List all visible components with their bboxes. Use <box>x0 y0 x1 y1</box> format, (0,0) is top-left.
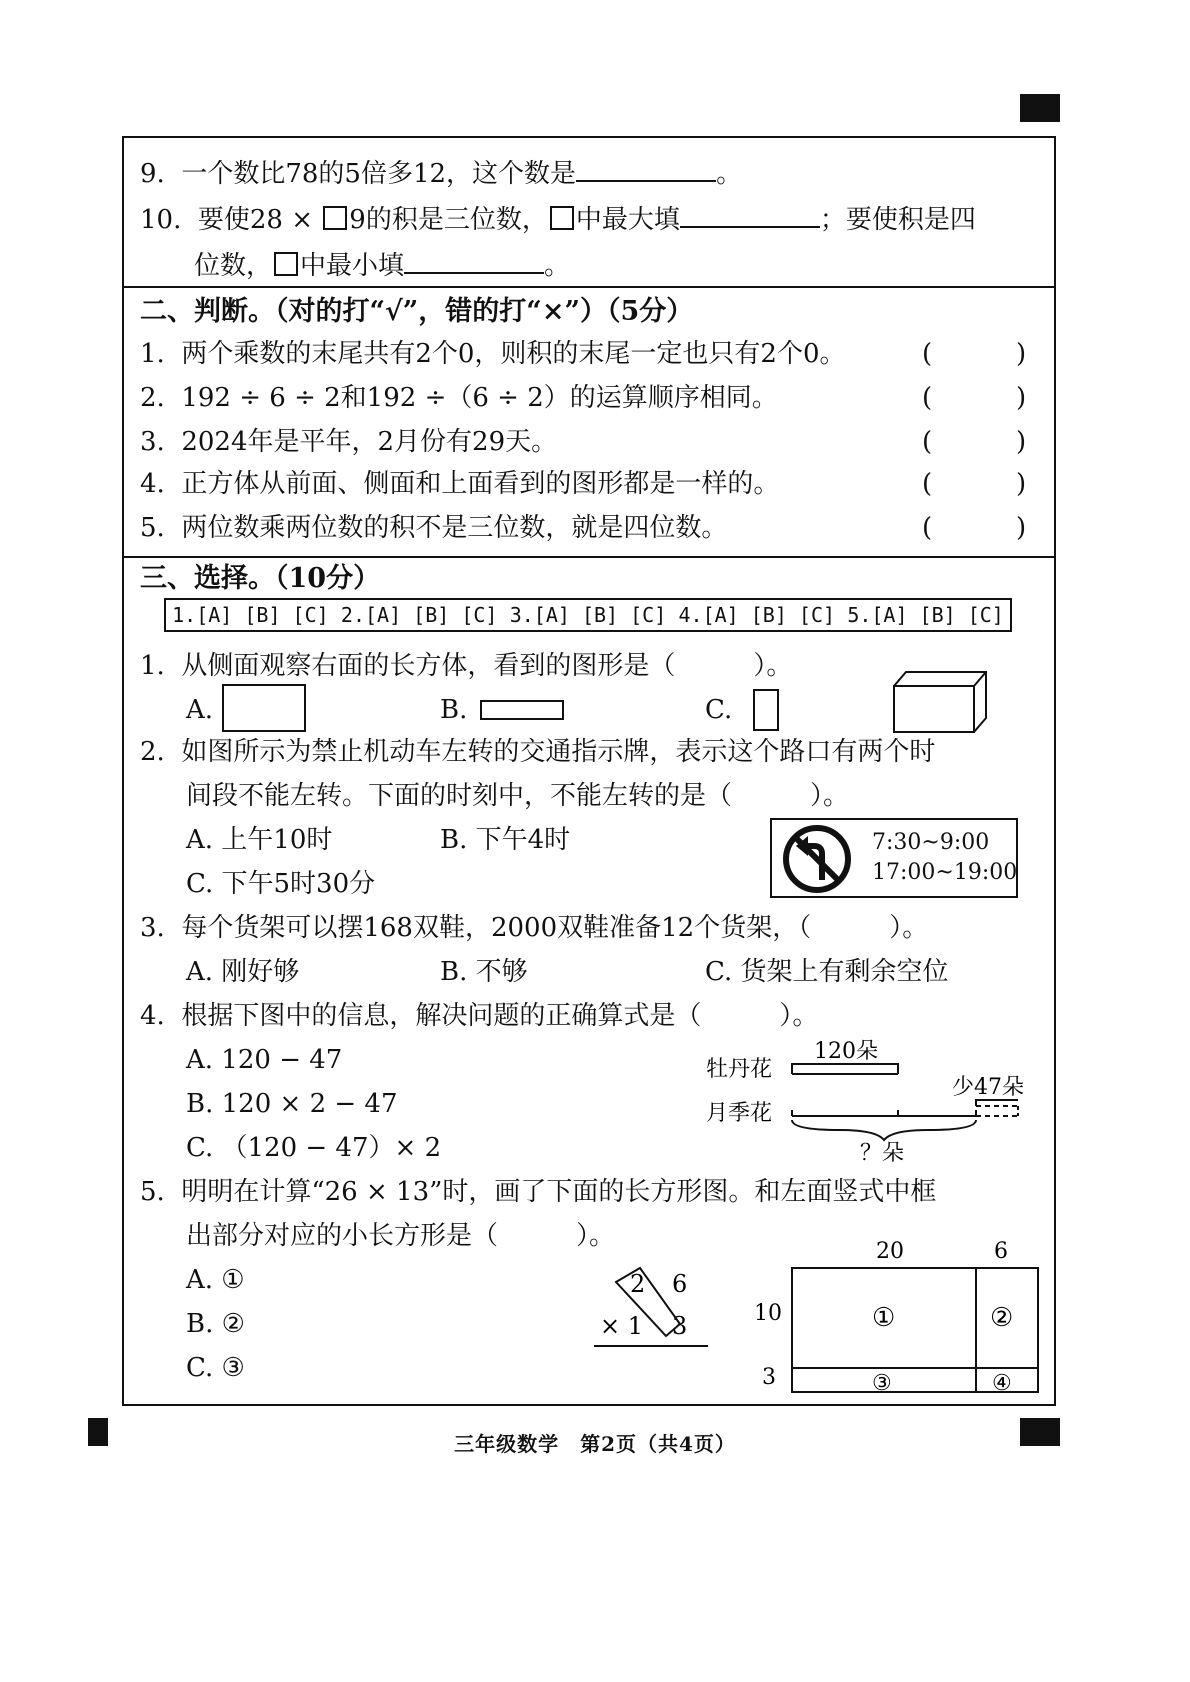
sign-time-2: 17:00~19:00 <box>872 860 1018 885</box>
choice-q1-c[interactable]: C. <box>705 695 733 725</box>
digit-box-icon <box>550 206 574 230</box>
question-10-line1: 10. 要使28 × 9的积是三位数， 中最大填 ；要使积是四 <box>140 200 976 236</box>
answer-option-2[interactable]: 2.[A] [B] [C] <box>340 603 498 627</box>
sign-time-1: 7:30~9:00 <box>872 830 990 855</box>
section-divider-1 <box>122 286 1056 288</box>
choice-q1: 1. 从侧面观察右面的长方体，看到的图形是（ ）。 <box>140 651 793 681</box>
choice-q5-line1: 5. 明明在计算“26 × 13”时，画了下面的长方形图。和左面竖式中框 <box>140 1177 937 1207</box>
v-bottom-digit: 3 <box>672 1312 688 1340</box>
region-2: ② <box>990 1303 1014 1333</box>
choice-q3-b[interactable]: B. 不够 <box>440 957 528 987</box>
section-choice-title: 三、选择。（10分） <box>140 563 381 594</box>
choice-q5-c[interactable]: C. ③ <box>186 1353 245 1383</box>
label-rose: 月季花 <box>706 1101 773 1126</box>
area-model-rectangle <box>740 1234 1040 1404</box>
judge-answer-paren-right[interactable]: ) <box>1016 339 1027 369</box>
judge-answer-paren-left[interactable]: ( <box>922 383 933 413</box>
choice-q3-a[interactable]: A. 刚好够 <box>186 957 300 987</box>
judge-answer-paren-right[interactable]: ) <box>1016 383 1027 413</box>
choice-q3: 3. 每个货架可以摆168双鞋，2000双鞋准备12个货架，（ ）。 <box>140 913 929 943</box>
v-top-digit-1: 2 <box>630 1270 646 1298</box>
judge-answer-paren-right[interactable]: ) <box>1016 513 1027 543</box>
section-judge-title: 二、判断。（对的打“√”，错的打“×”）（5分） <box>140 296 694 327</box>
choice-q4-b[interactable]: B. 120 × 2 − 47 <box>186 1089 398 1119</box>
choice-q4-c[interactable]: C. （120 − 47）× 2 <box>186 1133 442 1163</box>
judge-item: 2. 192 ÷ 6 ÷ 2和192 ÷（6 ÷ 2）的运算顺序相同。 <box>140 383 778 413</box>
judge-item: 1. 两个乘数的末尾共有2个0，则积的末尾一定也只有2个0。 <box>140 339 846 369</box>
choice-q5-line2: 出部分对应的小长方形是（ ）。 <box>186 1221 616 1251</box>
choice-q1-a[interactable]: A. <box>186 695 214 725</box>
judge-answer-paren-right[interactable]: ) <box>1016 469 1027 499</box>
judge-answer-paren-left[interactable]: ( <box>922 339 933 369</box>
answer-option-1[interactable]: 1.[A] [B] [C] <box>172 603 329 627</box>
grid-width-1: 20 <box>876 1239 904 1264</box>
answer-blank-q9[interactable] <box>576 154 716 182</box>
flower-line-diagram <box>700 1034 1040 1164</box>
choice-q2-b[interactable]: B. 下午4时 <box>440 825 571 855</box>
judge-answer-paren-left[interactable]: ( <box>922 427 933 457</box>
registration-mark-top-right <box>1020 94 1060 122</box>
choice-q4: 4. 根据下图中的信息，解决问题的正确算式是（ ）。 <box>140 1001 819 1031</box>
answer-option-5[interactable]: 5.[A] [B] [C] <box>847 603 1004 627</box>
region-4: ④ <box>992 1371 1012 1396</box>
judge-item: 5. 两位数乘两位数的积不是三位数，就是四位数。 <box>140 513 728 543</box>
choice-q3-c[interactable]: C. 货架上有剩余空位 <box>705 957 949 987</box>
grid-height-1: 10 <box>754 1301 782 1326</box>
question-9: 9. 一个数比78的5倍多12，这个数是 。 <box>140 154 742 190</box>
digit-box-icon <box>323 206 347 230</box>
vertical-multiplication <box>590 1262 720 1352</box>
choice-q2-c[interactable]: C. 下午5时30分 <box>186 869 376 899</box>
answer-option-4[interactable]: 4.[A] [B] [C] <box>678 603 836 627</box>
section-divider-2 <box>122 556 1056 558</box>
label-peony: 牡丹花 <box>706 1057 773 1082</box>
shape-c-rectangle <box>754 690 778 730</box>
choice-q1-b[interactable]: B. <box>440 695 468 725</box>
choice-q4-a[interactable]: A. 120 − 47 <box>186 1045 343 1075</box>
region-3: ③ <box>872 1371 892 1396</box>
label-peony-value: 120朵 <box>814 1039 878 1064</box>
answer-option-3[interactable]: 3.[A] [B] [C] <box>509 603 667 627</box>
v-top-digit-2: 6 <box>672 1270 688 1298</box>
judge-answer-paren-right[interactable]: ) <box>1016 427 1027 457</box>
grid-height-2: 3 <box>762 1365 776 1390</box>
label-less: 少47朵 <box>952 1075 1024 1100</box>
no-left-turn-icon <box>782 824 852 894</box>
choice-q2-line1: 2. 如图所示为禁止机动车左转的交通指示牌，表示这个路口有两个时 <box>140 737 936 767</box>
choice-q5-a[interactable]: A. ① <box>186 1265 245 1295</box>
shape-b-rectangle <box>480 700 564 720</box>
shape-a-rectangle <box>222 684 306 732</box>
judge-item: 3. 2024年是平年，2月份有29天。 <box>140 427 558 457</box>
choice-q2-line2: 间段不能左转。下面的时刻中，不能左转的是（ ）。 <box>186 781 850 811</box>
judge-item: 4. 正方体从前面、侧面和上面看到的图形都是一样的。 <box>140 469 780 499</box>
v-times: × 1 <box>600 1312 644 1340</box>
region-1: ① <box>872 1303 896 1333</box>
digit-box-icon <box>274 252 298 276</box>
answer-blank-q10b[interactable] <box>404 246 544 274</box>
page-footer: 三年级数学 第2页（共4页） <box>454 1432 736 1456</box>
label-unknown: ？朵 <box>860 1141 905 1164</box>
judge-answer-paren-left[interactable]: ( <box>922 513 933 543</box>
judge-answer-paren-left[interactable]: ( <box>922 469 933 499</box>
traffic-sign-panel <box>770 818 1018 898</box>
choice-q5-b[interactable]: B. ② <box>186 1309 245 1339</box>
answer-sheet-strip <box>164 598 1012 632</box>
answer-blank-q10a[interactable] <box>680 200 820 228</box>
grid-width-2: 6 <box>994 1239 1008 1264</box>
question-10-line2: 位数， 中最小填 。 <box>194 246 570 282</box>
choice-q2-a[interactable]: A. 上午10时 <box>186 825 333 855</box>
